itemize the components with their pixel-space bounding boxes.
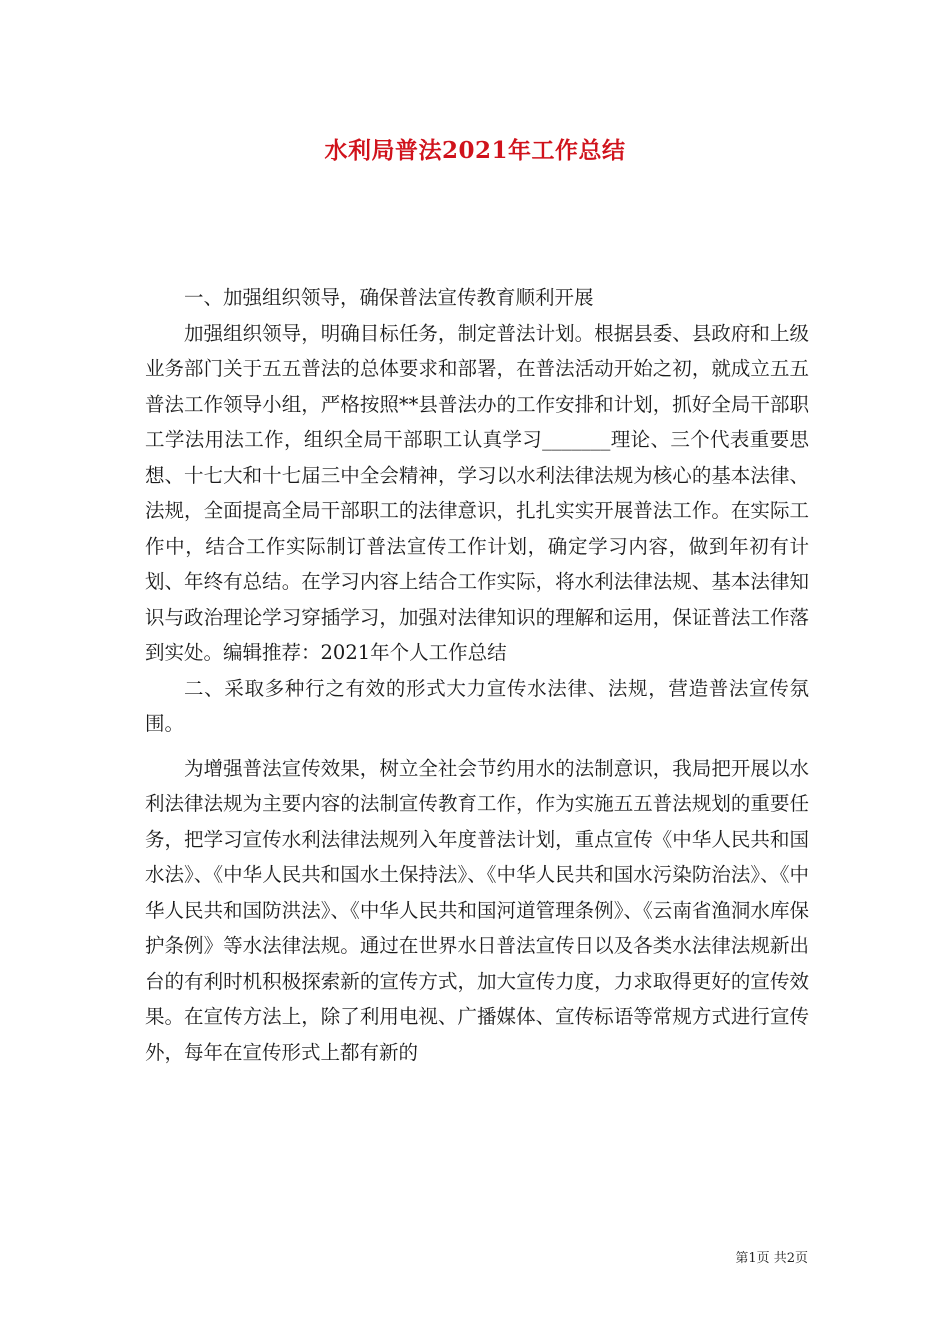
document-body (145, 280, 809, 1070)
section-heading-2: 二、采取多种行之有效的形式大力宣传水法律、法规，营造普法宣传氛围。 (145, 676, 809, 735)
paragraph-1: 加强组织领导，明确目标任务，制定普法计划。根据县委、县政府和上级业务部门关于五五普法的总体要求和部署，在普法活动开始之初，就成立五五普法工作领导小组，严格按照**县普法办的工作安排和计划，抓好全局干部职工学法用法工作，组织全局干部职工认真学习_______理论、三个代表重要思想、十七大和十七届三中全会精神，学习以水利法律法规为核心的基本法律、法规，全面提高全局干部职工的法律意识，扎扎实实开展普法工作。在实际工作中，结合工作实际制订普法宣传工作计划，确定学习内容，做到年初有计划、年终有总结。在学习内容上结合工作实际，将水利法律法规、基本法律知识与政治理论学习穿插学习，加强对法律知识的理解和运用，保证普法工作落到实处。编辑推荐：2021年个人工作总结 (145, 321, 809, 664)
document-title: 水利局普法2021年工作总结 (324, 137, 626, 164)
paragraph-2: 为增强普法宣传效果，树立全社会节约用水的法制意识，我局把开展以水利法律法规为主要内容的法制宣传教育工作，作为实施五五普法规划的重要任务，把学习宣传水利法律法规列入年度普法计划，重点宣传《中华人民共和国水法》、《中华人民共和国水土保持法》、《中华人民共和国水污染防治法》、《中华人民共和国防洪法》、《中华人民共和国河道管理条例》、《云南省渔洞水库保护条例》等水法律法规。通过在世界水日普法宣传日以及各类水法律法规新出台的有利时机积极探索新的宣传方式，加大宣传力度，力求取得更好的宣传效果。在宣传方法上，除了利用电视、广播媒体、宣传标语等常规方式进行宣传外，每年在宣传形式上都有新的 (145, 756, 809, 1064)
page-number-footer: 第1页 共2页 (735, 1251, 808, 1266)
section-heading-1: 一、加强组织领导，确保普法宣传教育顺利开展 (184, 286, 594, 309)
